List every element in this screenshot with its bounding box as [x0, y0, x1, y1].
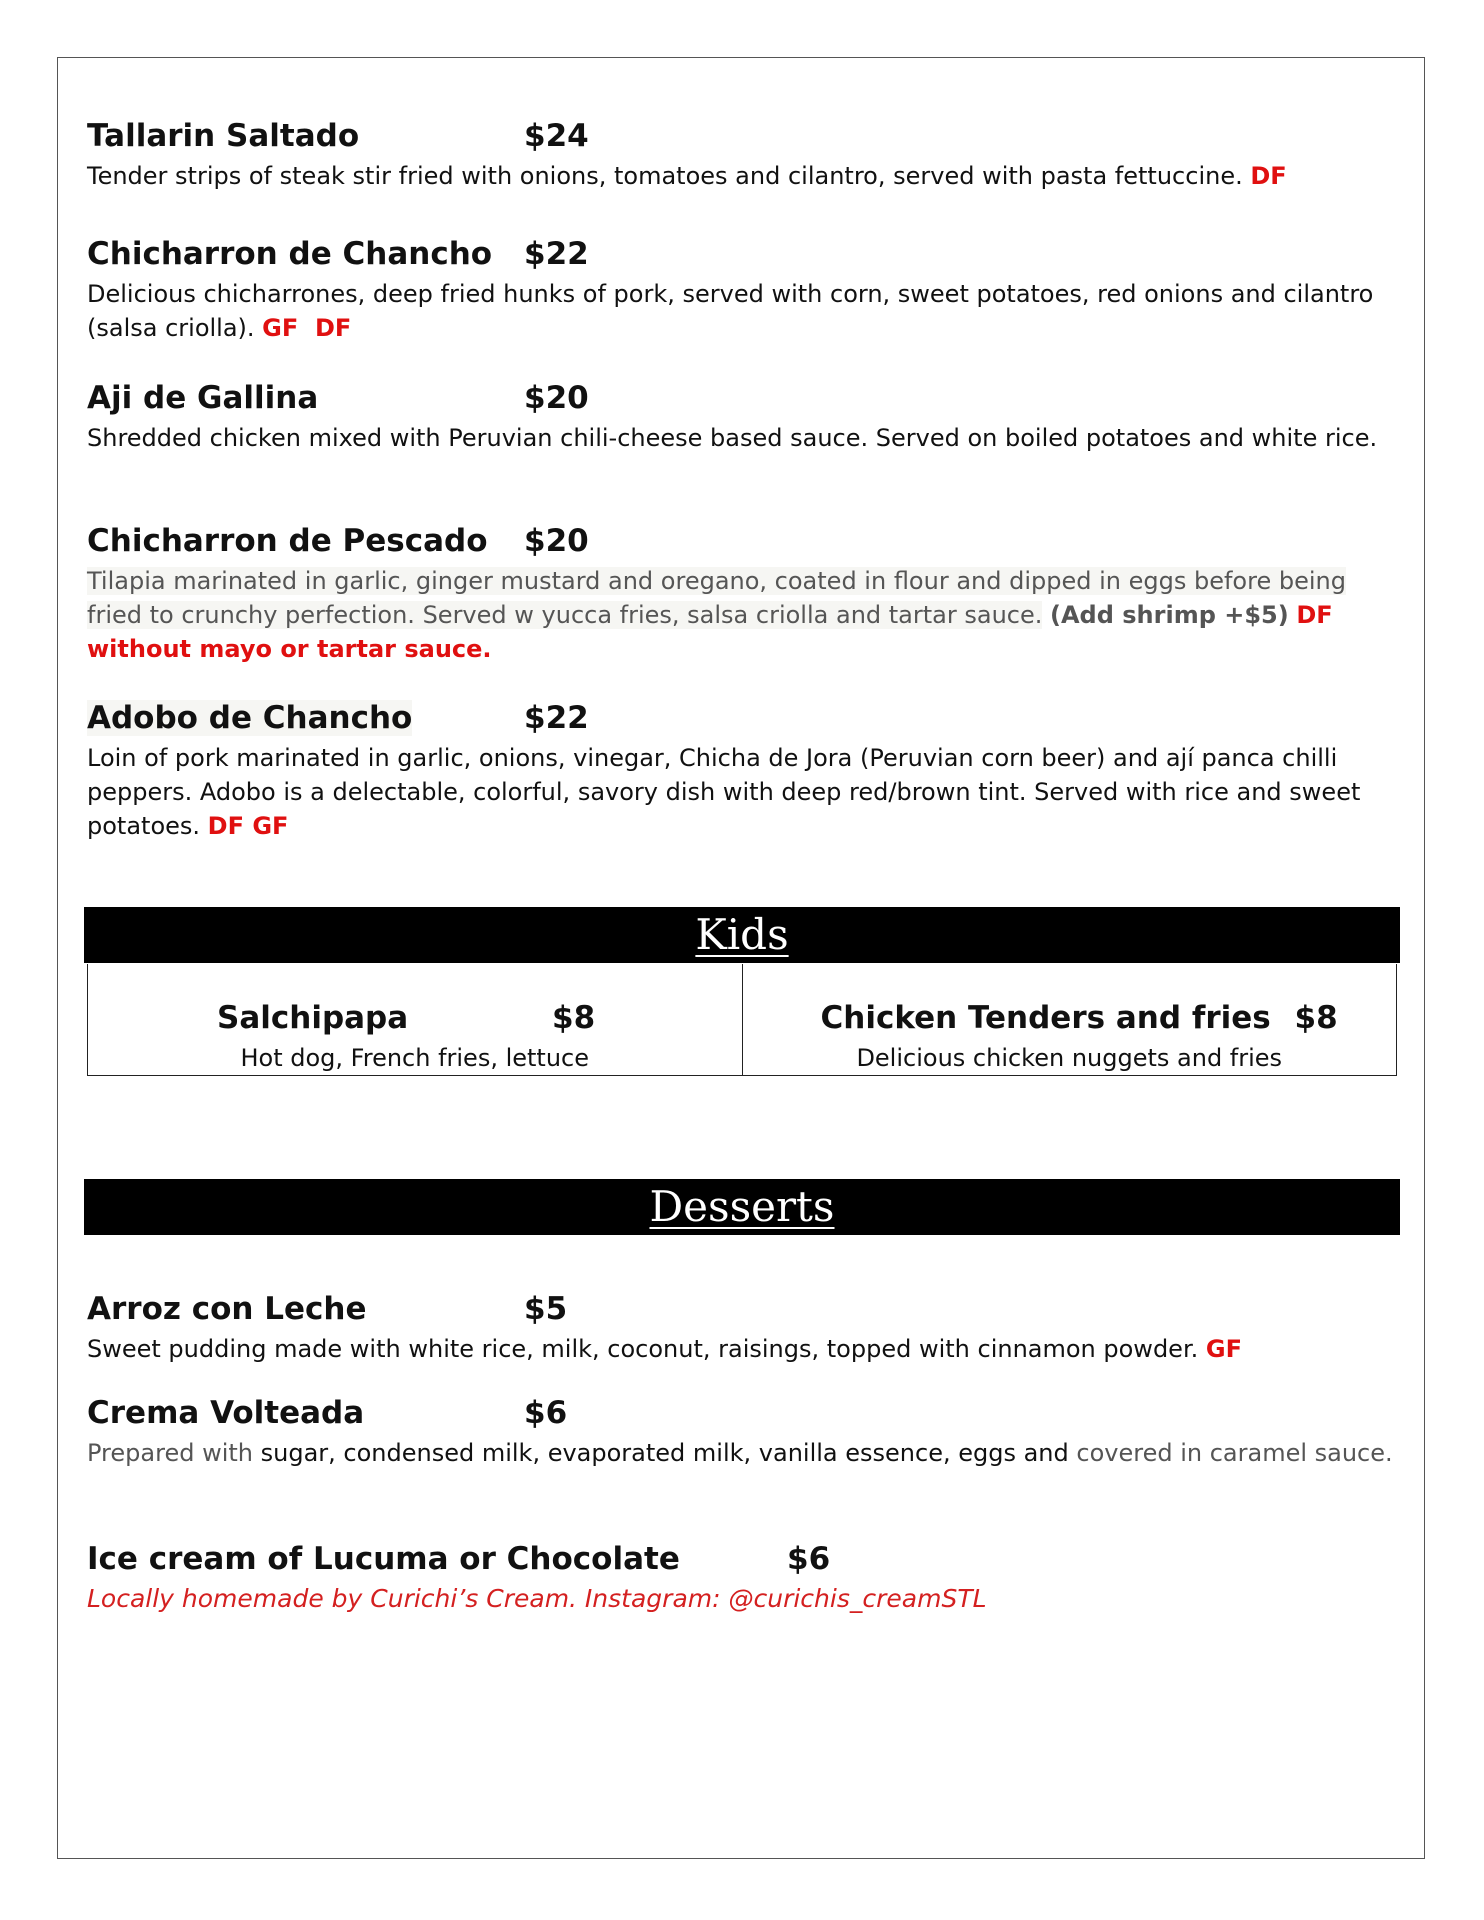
item-name: Chicken Tenders and fries	[820, 1000, 1271, 1036]
item-price: $20	[524, 523, 589, 559]
item-description: Hot dog, French fries, lettuce	[240, 1044, 590, 1072]
item-name: Chicharron de Chancho	[87, 236, 493, 272]
description-text: Delicious chicharrones, deep fried hunks of pork, served with corn, sweet potatoes, red onions and cilantro (salsa criolla).	[87, 280, 1374, 342]
item-description: Shredded chicken mixed with Peruvian chili-cheese based sauce. Served on boiled potatoes and white rice.	[87, 424, 1378, 452]
item-name: Arroz con Leche	[87, 1291, 367, 1327]
dietary-tag: DF without mayo or tartar sauce.	[87, 601, 1333, 663]
item-price: $20	[524, 380, 589, 416]
menu-item-chicharron-de-chancho	[87, 236, 1407, 345]
description-text: Loin of pork marinated in garlic, onions, vinegar, Chicha de Jora (Peruvian corn beer) and ají panca chilli peppers. Adobo is a delectable, colorful, savory dish with deep red/brown tint. Served with rice and sweet potatoes.	[87, 744, 1361, 840]
description-text: covered in caramel sauce.	[1076, 1439, 1393, 1467]
item-price: $5	[524, 1291, 568, 1327]
item-description: Locally homemade by Curichi’s Cream. Instagram: @curichis_creamSTL	[87, 1584, 987, 1613]
item-name: Crema Volteada	[87, 1395, 365, 1431]
item-price: $8	[552, 1000, 596, 1036]
dietary-tag: DF	[1250, 162, 1287, 190]
kids-section-header	[84, 907, 1400, 963]
menu-item-aji-de-gallina	[87, 380, 1407, 455]
item-name: Salchipapa	[217, 1000, 409, 1036]
dietary-tag: GF	[1205, 1335, 1242, 1363]
description-text: sugar, condensed milk, evaporated milk, vanilla essence, eggs and	[260, 1439, 1069, 1467]
dietary-tag: GF DF	[262, 314, 352, 342]
dessert-item-crema-volteada	[87, 1395, 1407, 1470]
menu-item-tallarin-saltado	[87, 118, 1407, 193]
dietary-tag: DF GF	[207, 812, 289, 840]
section-title: Kids	[695, 910, 789, 959]
description-text: Tender strips of steak stir fried with onions, tomatoes and cilantro, served with pasta fettuccine.	[87, 162, 1243, 190]
description-text: Sweet pudding made with white rice, milk, coconut, raisings, topped with cinnamon powder.	[87, 1335, 1199, 1363]
add-on-note: (Add shrimp +$5)	[1050, 601, 1289, 629]
kids-item-salchipapa	[88, 964, 742, 1075]
item-description	[87, 159, 1407, 193]
item-name: Tallarin Saltado	[87, 118, 360, 154]
item-price: $6	[787, 1541, 831, 1577]
kids-table	[87, 964, 1397, 1076]
item-description	[87, 1332, 1407, 1366]
item-price: $24	[524, 118, 589, 154]
menu-item-chicharron-de-pescado	[87, 523, 1407, 666]
section-title: Desserts	[649, 1182, 835, 1231]
item-name: Ice cream of Lucuma or Chocolate	[87, 1541, 680, 1577]
item-description	[87, 1436, 1407, 1470]
item-price: $22	[524, 700, 589, 736]
desserts-section-header	[84, 1179, 1400, 1235]
description-text: Prepared with	[87, 1439, 253, 1467]
item-price: $6	[524, 1395, 568, 1431]
kids-item-chicken-tenders	[742, 964, 1397, 1075]
item-price: $8	[1294, 1000, 1338, 1036]
dessert-item-arroz-con-leche	[87, 1291, 1407, 1366]
description-text: Tilapia marinated in garlic, ginger mustard and oregano, coated in flour and dipped in eggs before being fried to crunchy perfection. Served w yucca fries, salsa criolla and tartar sauce.	[87, 567, 1346, 629]
item-price: $22	[524, 236, 589, 272]
item-description	[87, 277, 1407, 345]
item-description: Delicious chicken nuggets and fries	[856, 1044, 1283, 1072]
item-name: Aji de Gallina	[87, 380, 319, 416]
menu-item-adobo-de-chancho	[87, 700, 1407, 843]
item-name: Chicharron de Pescado	[87, 523, 488, 559]
dessert-item-ice-cream	[87, 1541, 1407, 1616]
item-description	[87, 564, 1407, 666]
item-name: Adobo de Chancho	[87, 700, 413, 736]
item-description	[87, 741, 1407, 843]
